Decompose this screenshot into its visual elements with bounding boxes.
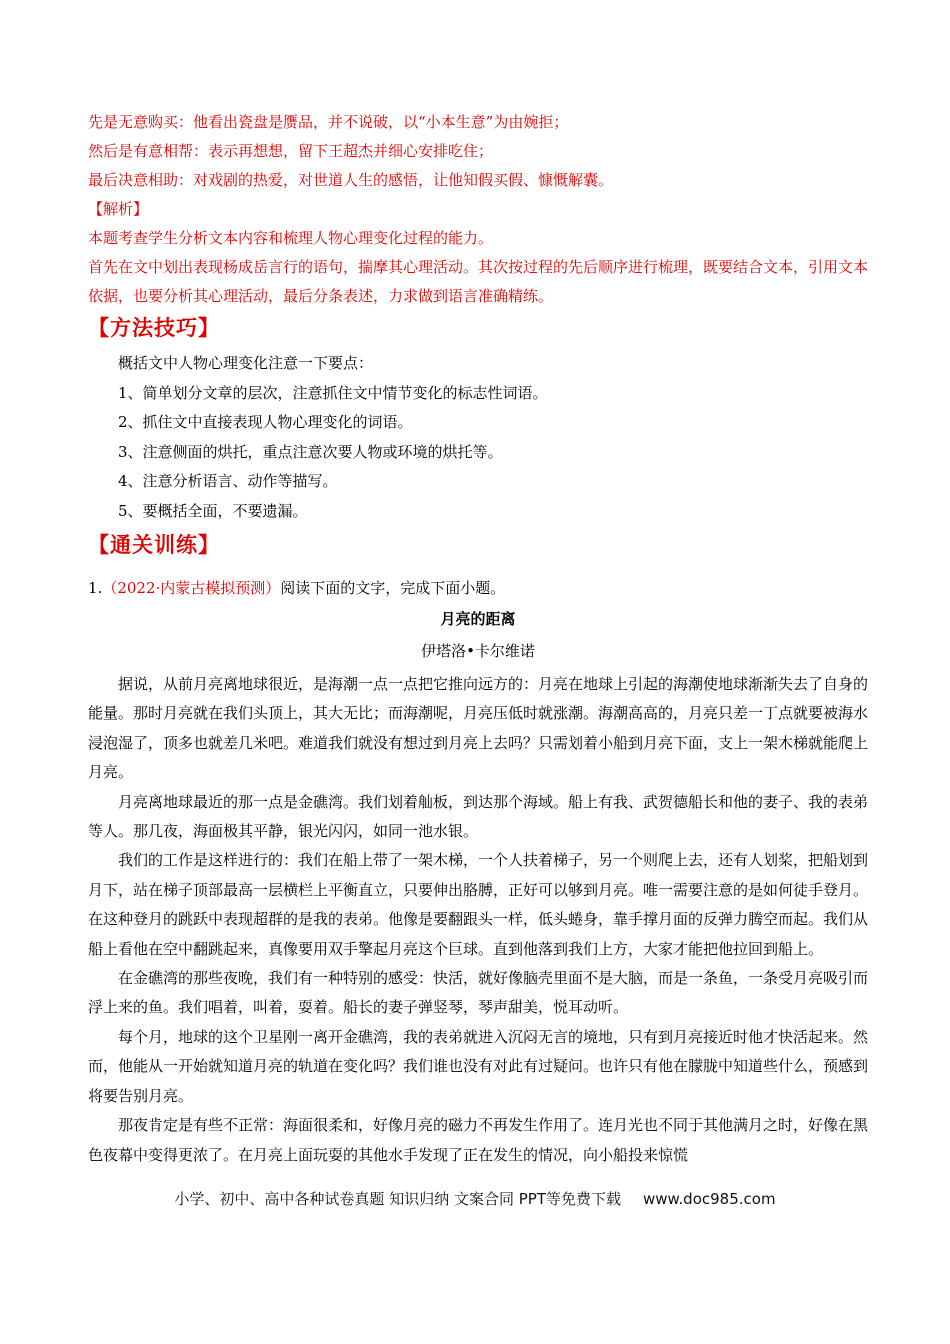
- article-paragraph: 每个月，地球的这个卫星刚一离开金礁湾，我的表弟就进入沉闷无言的境地，只有到月亮接近时他才快活起来。然而，他能从一开始就知道月亮的轨道在变化吗？我们谁也没有对此有过疑问。也许只有他在朦胧中知道些什么，预感到将要告别月亮。: [88, 1027, 869, 1105]
- question-prompt: 阅读下面的文字，完成下面小题。: [280, 579, 506, 597]
- answer-line-1: 先是无意购买：他看出瓷盘是赝品，并不说破，以“小本生意”为由婉拒；: [88, 113, 569, 131]
- analysis-line-2: 首先在文中划出表现杨成岳言行的语句，揣摩其心理活动。其次按过程的先后顺序进行梳理，既要结合文本，引用文本依据，也要分析其心理活动，最后分条表述，力求做到语言准确精练。: [88, 258, 869, 305]
- method-item: 2、抓住文中直接表现人物心理变化的词语。: [118, 413, 413, 431]
- question-source: （2022·内蒙古模拟预测）: [102, 579, 281, 597]
- method-list: [88, 349, 868, 526]
- practice-heading: 【通关训练】: [88, 533, 220, 557]
- page-footer: [0, 1188, 950, 1209]
- article-paragraph: 在金礁湾的那些夜晚，我们有一种特别的感受：快活，就好像脑壳里面不是大脑，而是一条鱼，一条受月亮吸引而浮上来的鱼。我们唱着，叫着，耍着。船长的妻子弹竖琴，琴声甜美，悦耳动听。: [88, 969, 869, 1017]
- document-page: [88, 108, 868, 1170]
- answer-line-2: 然后是有意相帮：表示再想想，留下王超杰并细心安排吃住；: [88, 142, 494, 160]
- article-paragraph: 据说，从前月亮离地球很近，是海潮一点一点把它推向远方的：月亮在地球上引起的海潮使地球渐渐失去了自身的能量。那时月亮就在我们头顶上，其大无比；而海潮呢，月亮压低时就涨潮。海潮高高的，月亮只差一丁点就要被海水浸泡湿了，顶多也就差几米吧。难道我们就没有想过到月亮上去吗？只需划着小船到月亮下面，支上一架木梯就能爬上月亮。: [88, 675, 869, 782]
- analysis-label: 【解析】: [88, 200, 149, 218]
- method-intro: 概括文中人物心理变化注意一下要点：: [118, 354, 374, 372]
- article-title: 月亮的距离: [440, 610, 516, 628]
- footer-text: 小学、初中、高中各种试卷真题 知识归纳 文案合同 PPT等免费下载: [174, 1190, 621, 1208]
- article-paragraph: 我们的工作是这样进行的：我们在船上带了一架木梯，一个人扶着梯子，另一个则爬上去，还有人划桨，把船划到月下，站在梯子顶部最高一层横栏上平衡直立，只要伸出胳膊，正好可以够到月亮。唯一需要注意的是如何徒手登月。在这种登月的跳跃中表现超群的是我的表弟。他像是要翻跟头一样，低头蜷身，靠手撑月面的反弹力腾空而起。我们从船上看他在空中翻跳起来，真像要用双手擎起月亮这个巨球。直到他落到我们上方，大家才能把他拉回到船上。: [88, 851, 869, 958]
- question-number: 1.: [88, 579, 103, 597]
- article-paragraph: 月亮离地球最近的那一点是金礁湾。我们划着舢板，到达那个海域。船上有我、武贺德船长和他的妻子、我的表弟等人。那几夜，海面极其平静，银光闪闪，如同一池水银。: [88, 792, 869, 841]
- article-paragraph: 那夜肯定是有些不正常：海面很柔和，好像月亮的磁力不再发生作用了。连月光也不同于其他满月之时，好像在黑色夜幕中变得更浓了。在月亮上面玩耍的其他水手发现了正在发生的情况，向小船投来惊慌: [88, 1116, 869, 1164]
- question-line: [88, 576, 868, 600]
- method-item: 4、注意分析语言、动作等描写。: [118, 472, 338, 490]
- method-heading: 【方法技巧】: [88, 316, 220, 340]
- analysis-line-1: 本题考查学生分析文本内容和梳理人物心理变化过程的能力。: [88, 229, 494, 247]
- footer-url[interactable]: www.doc985.com: [642, 1190, 776, 1208]
- method-item: 1、简单划分文章的层次，注意抓住文中情节变化的标志性词语。: [118, 383, 548, 402]
- article-author: 伊塔洛•卡尔维诺: [421, 642, 535, 660]
- method-item: 5、要概括全面，不要遗漏。: [118, 501, 308, 520]
- answer-line-3: 最后决意相助：对戏剧的热爱，对世道人生的感悟，让他知假买假、慷慨解囊。: [88, 171, 614, 189]
- method-item: 3、注意侧面的烘托，重点注意次要人物或环境的烘托等。: [118, 442, 503, 461]
